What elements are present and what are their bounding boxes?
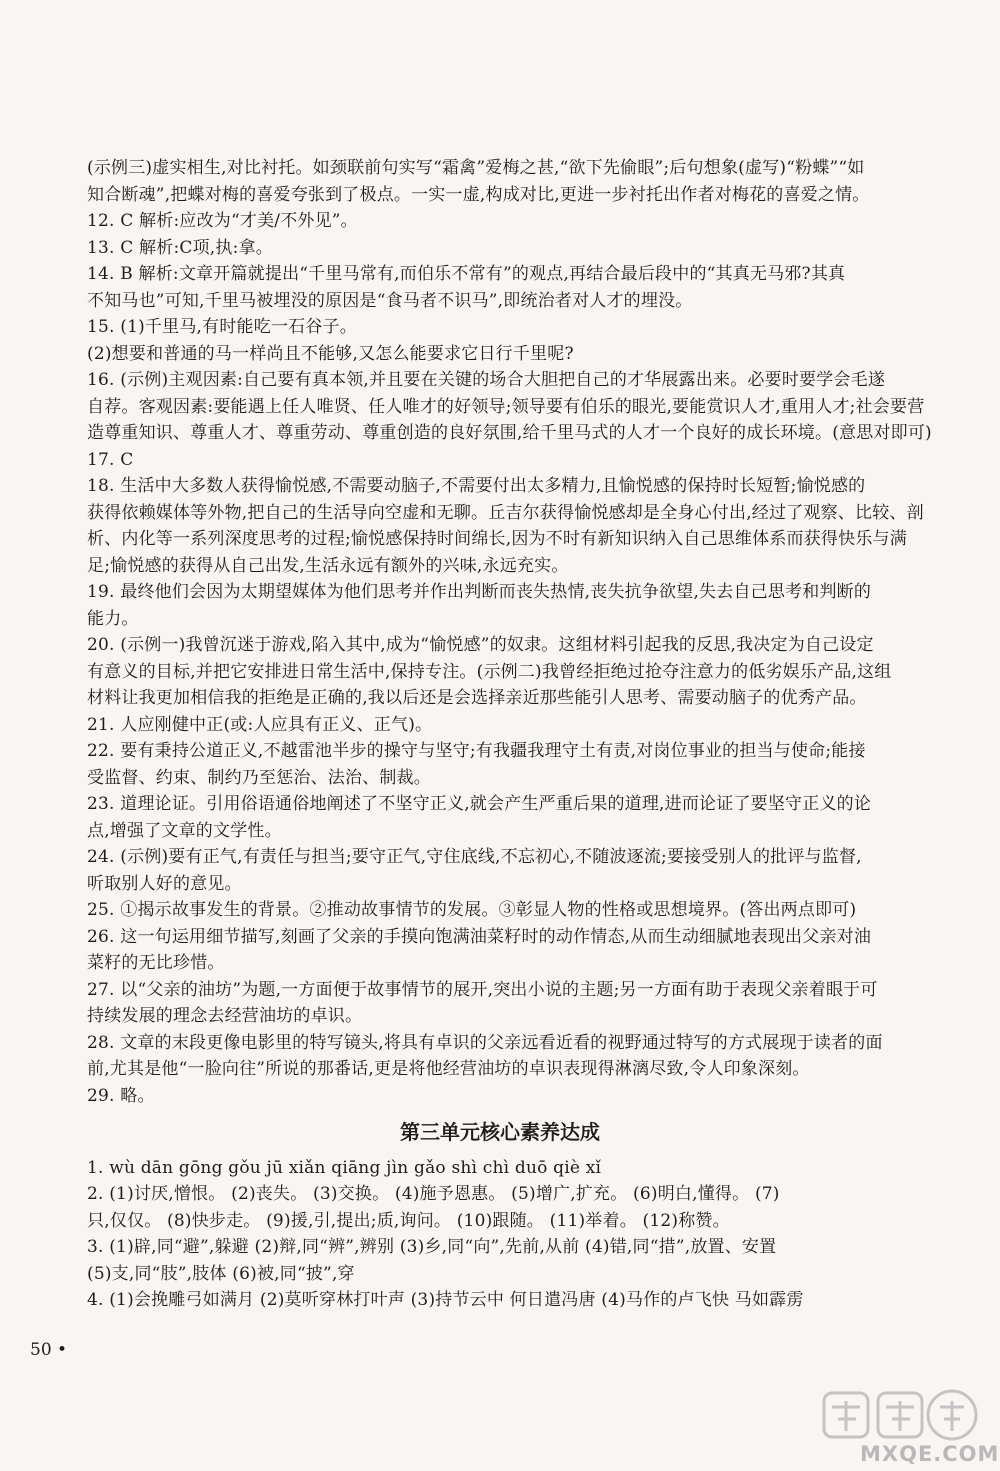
text-line: 4. (1)会挽雕弓如满月 (2)莫听穿林打叶声 (3)持节云中 何日遣冯唐 (4)马作的卢飞快 马如霹雳	[87, 1290, 804, 1310]
text-line: 15. (1)千里马,有时能吃一石谷子。	[87, 317, 357, 337]
text-line: 13. C 解析:C项,执:拿。	[87, 237, 273, 258]
text-line: 16. (示例)主观因素:自己要有真本领,并且要在关键的场合大胆把自己的才华展露出来。必要时要学会毛遂	[87, 370, 886, 390]
text-line: 20. (示例一)我曾沉迷于游戏,陷入其中,成为“愉悦感”的奴隶。这组材料引起我的反思,我决定为自己设定	[87, 635, 874, 655]
text-line: 不知马也”可知,千里马被埋没的原因是“食马者不识马”,即统治者对人才的埋没。	[87, 290, 693, 311]
text-line: 3. (1)辟,同“避”,躲避 (2)辩,同“辨”,辨别 (3)乡,同“向”,先前,从前 (4)错,同“措”,放置、安置	[87, 1237, 777, 1258]
text-line: 18. 生活中大多数人获得愉悦感,不需要动脑子,不需要付出太多精力,且愉悦感的保持时长短暂;愉悦感的	[87, 476, 866, 496]
text-line: 19. 最终他们会因为太期望媒体为他们思考并作出判断而丧失热情,丧失抗争欲望,失去自己思考和判断的	[87, 582, 872, 602]
text-line: 14. B 解析:文章开篇就提出“千里马常有,而伯乐不常有”的观点,再结合最后段中的“其真无马邪?其真	[87, 264, 846, 284]
text-line: 获得依赖媒体等外物,把自己的生活导向空虚和无聊。丘吉尔获得愉悦感却是全身心付出,经过了观察、比较、剖	[87, 502, 924, 523]
text-line: 2. (1)讨厌,憎恨。 (2)丧失。 (3)交换。 (4)施予恩惠。 (5)增广,扩充。 (6)明白,懂得。 (7)	[87, 1184, 780, 1205]
text-line: 持续发展的理念去经营油坊的卓识。	[87, 1006, 363, 1026]
text-line: (示例三)虚实相生,对比衬托。如颈联前句实写“霜禽”爱梅之甚,“欲下先偷眼”;后句想象(虚写)“粉蝶”“如	[87, 158, 865, 178]
text-line: 受监督、约束、制约乃至惩治、法治、制裁。	[87, 767, 431, 788]
text-line: 菜籽的无比珍惜。	[87, 953, 225, 973]
text-line: 造尊重知识、尊重人才、尊重劳动、尊重创造的良好氛围,给千里马式的人才一个良好的成长环境。(意思对即可)	[87, 423, 932, 443]
text-line: 析、内化等一系列深度思考的过程;愉悦感保持时间绵长,因为不时有新知识纳入自己思维体系而获得快乐与满	[87, 529, 907, 549]
text-line: 能力。	[87, 608, 139, 629]
text-line: 17. C	[87, 449, 134, 470]
text-line: 知合断魂”,把蝶对梅的喜爱夸张到了极点。一实一虚,构成对比,更进一步衬托出作者对梅花的喜爱之情。	[87, 184, 870, 205]
text-line: 23. 道理论证。引用俗语通俗地阐述了不坚守正义,就会产生严重后果的道理,进而论证了要坚守正义的论	[87, 794, 872, 814]
text-line: 28. 文章的末段更像电影里的特写镜头,将具有卓识的父亲远看近看的视野通过特写的方式展现于读者的面	[87, 1032, 883, 1053]
text-line: 25. ①揭示故事发生的背景。②推动故事情节的发展。③彰显人物的性格或思想境界。(答出两点即可)	[87, 900, 857, 920]
text-line: (2)想要和普通的马一样尚且不能够,又怎么能要求它日行千里呢?	[87, 343, 574, 364]
text-line: 前,尤其是他“一脸向往”所说的那番话,更是将他经营油坊的卓识表现得淋漓尽致,令人印象深刻。	[87, 1059, 810, 1079]
text-line: 24. (示例)要有正气,有责任与担当;要守正气,守住底线,不忘初心,不随波逐流;要接受别人的批评与监督,	[87, 847, 862, 867]
page-number: 50 •	[30, 1340, 68, 1360]
text-line: 1. wù dān gōng gǒu jū xiǎn qiāng jìn gǎo shì chì duō qiè xǐ	[87, 1158, 602, 1178]
text-line: 足;愉悦感的获得从自己出发,生活永远有额外的兴味,永远充实。	[87, 555, 569, 576]
text-line: 点,增强了文章的文学性。	[87, 820, 282, 841]
text-line: 21. 人应刚健中正(或:人应具有正义、正气)。	[87, 714, 433, 735]
text-line: (5)支,同“肢”,肢体 (6)被,同“披”,穿	[87, 1263, 355, 1284]
text-line: 材料让我更加相信我的拒绝是正确的,我以后还是会选择亲近那些能引人思考、需要动脑子的优秀产品。	[87, 688, 867, 708]
text-line: 26. 这一句运用细节描写,刻画了父亲的手摸向饱满油菜籽时的动作情态,从而生动细腻地表现出父亲对油	[87, 926, 872, 947]
text-line: 有意义的目标,并把它安排进日常生活中,保持专注。(示例二)我曾经拒绝过抢夺注意力的低劣娱乐产品,这组	[87, 661, 892, 682]
section-title: 第三单元核心素养达成	[400, 1120, 600, 1144]
text-line: 12. C 解析:应改为“才美/不外见”。	[87, 211, 358, 231]
text-line: 只,仅仅。 (8)快步走。 (9)援,引,提出;质,询问。 (10)跟随。 (11)举着。 (12)称赞。	[87, 1210, 730, 1231]
text-line: 自荐。客观因素:要能遇上任人唯贤、任人唯才的好领导;领导要有伯乐的眼光,要能赏识人才,重用人才;社会要营	[87, 396, 925, 417]
text-line: 22. 要有秉持公道正义,不越雷池半步的操守与坚守;有我疆我理守土有责,对岗位事业的担当与使命;能接	[87, 741, 866, 761]
text-line: 听取别人好的意见。	[87, 873, 242, 894]
text-line: 27. 以“父亲的油坊”为题,一方面便于故事情节的展开,突出小说的主题;另一方面有助于表现父亲着眼于可	[87, 979, 878, 1000]
watermark-text: MXQE.COM	[860, 1442, 1000, 1466]
text-line: 29. 略。	[87, 1085, 155, 1106]
